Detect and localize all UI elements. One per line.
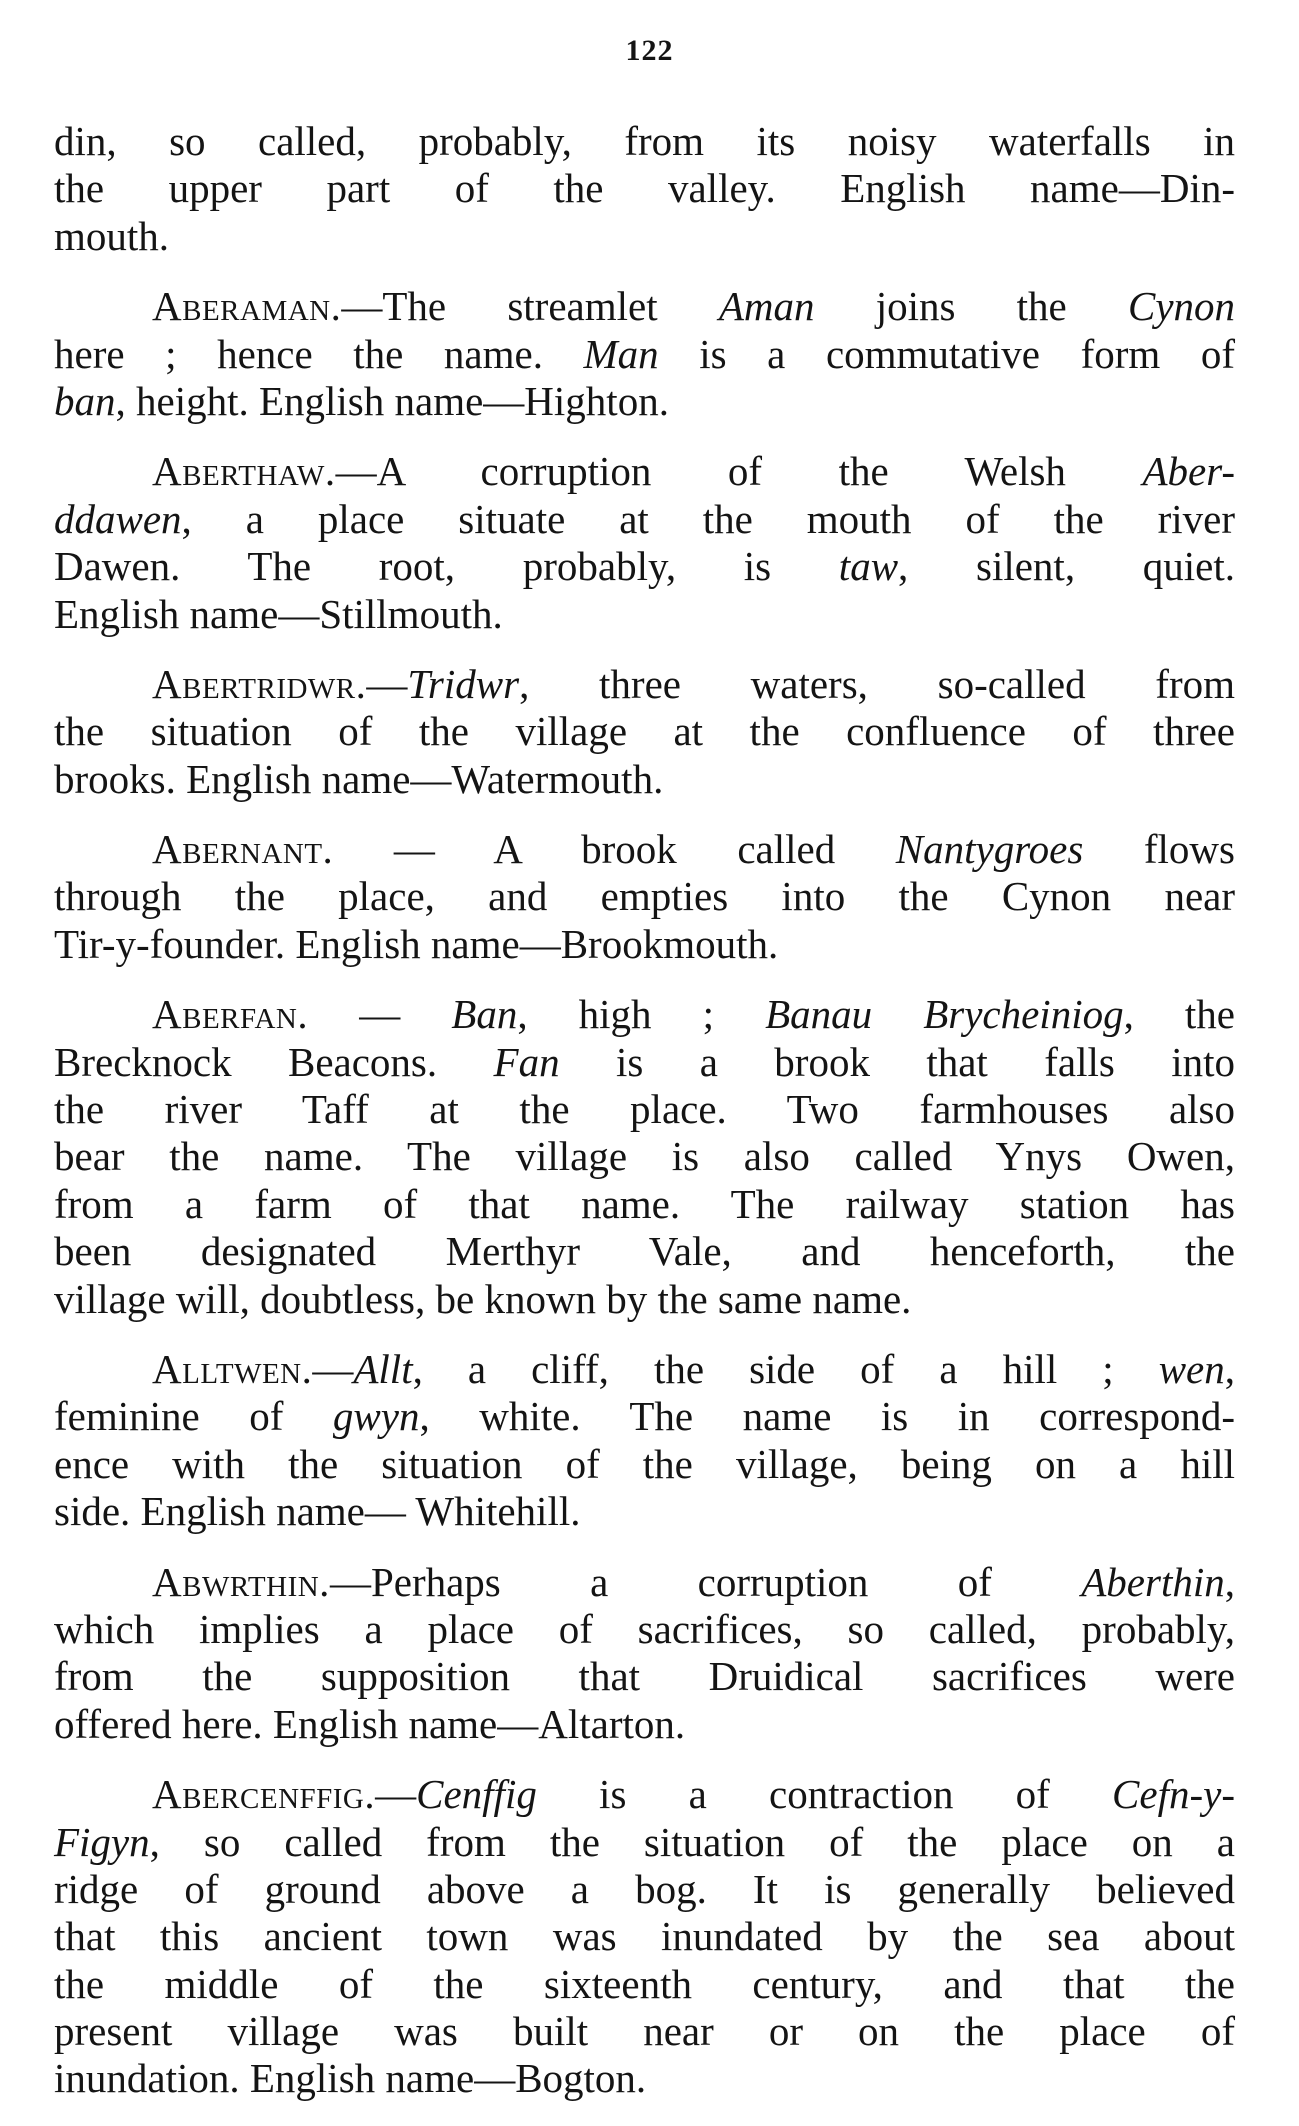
entry-headword: Aberaman. [152, 283, 342, 330]
text-line: present village was built near or on the place of [54, 2008, 1235, 2055]
text-line: Figyn, so called from the situation of the place on a [54, 1818, 1235, 1865]
text-line: brooks. English name—Watermouth. [54, 755, 664, 802]
page-number: 122 [625, 34, 674, 67]
entry-headword: Abertridwr. [152, 660, 367, 707]
text-line: Aberaman.—The streamlet Aman joins the Cynon [152, 283, 1236, 330]
italic-term: Aman [718, 283, 815, 330]
body-text [54, 118, 1235, 2126]
italic-term: wen [1158, 1345, 1225, 1392]
entry-paragraph [54, 826, 1235, 968]
text-line: Alltwen.—Allt, a cliff, the side of a hill ; wen, [152, 1345, 1235, 1392]
text-line: din, so called, probably, from its noisy waterfalls in [54, 118, 1235, 164]
italic-term: Aberthin [1081, 1558, 1225, 1605]
text-line: mouth. [54, 212, 170, 259]
italic-term: Aber- [1142, 448, 1235, 495]
italic-term: Man [583, 330, 659, 377]
text-line: side. English name— Whitehill. [54, 1488, 581, 1535]
text-line: which implies a place of sacrifices, so called, probably, [54, 1605, 1235, 1652]
text-line: ban, height. English name—Highton. [54, 377, 669, 424]
italic-term: Tridwr [407, 660, 520, 707]
text-line: English name—Stillmouth. [54, 590, 503, 637]
entry-paragraph [54, 991, 1235, 1323]
text-line: the river Taff at the place. Two farmhouses also [54, 1086, 1235, 1133]
entry-headword: Alltwen. [152, 1345, 313, 1392]
italic-term: ddawen [54, 495, 182, 542]
text-line: the upper part of the valley. English name—Din- [54, 165, 1235, 212]
text-line: through the place, and empties into the Cynon near [54, 873, 1235, 920]
text-line: Abercenffig.—Cenffig is a contraction of Cefn-y- [152, 1771, 1235, 1818]
text-line: ddawen, a place situate at the mouth of the river [54, 495, 1235, 542]
text-line: village will, doubtless, be known by the same name. [54, 1275, 912, 1322]
entry-paragraph [54, 448, 1235, 638]
text-line: Abwrthin.—Perhaps a corruption of Aberthin, [152, 1558, 1235, 1605]
italic-term: Allt [353, 1345, 413, 1392]
italic-term: ban [54, 377, 116, 424]
italic-term: Banau Brycheiniog [765, 991, 1124, 1038]
text-line: from a farm of that name. The railway station has [54, 1180, 1235, 1227]
text-line: ridge of ground above a bog. It is generally believed [54, 1865, 1235, 1912]
entry-paragraph [54, 661, 1235, 803]
text-line: offered here. English name—Altarton. [54, 1700, 686, 1747]
italic-term: gwyn [332, 1393, 420, 1440]
italic-term: Cenffig [416, 1771, 537, 1818]
entry-paragraph [54, 1346, 1235, 1536]
entry-headword: Aberthaw. [152, 448, 336, 495]
italic-term: Cynon [1127, 283, 1236, 330]
italic-term: Ban [451, 991, 518, 1038]
entry-paragraph [54, 1771, 1235, 2103]
italic-term: taw [838, 543, 899, 590]
text-line: from the supposition that Druidical sacrifices were [54, 1653, 1235, 1700]
text-line: the situation of the village at the confluence of three [54, 708, 1235, 755]
text-line: feminine of gwyn, white. The name is in correspond- [54, 1393, 1235, 1440]
entry-headword: Abwrthin. [152, 1558, 330, 1605]
italic-term: Figyn [54, 1818, 150, 1865]
text-line: bear the name. The village is also called Ynys Owen, [54, 1133, 1235, 1180]
entry-headword: Abercenffig. [152, 1771, 376, 1818]
text-line: Aberfan. — Ban, high ; Banau Brycheiniog, the [152, 991, 1236, 1038]
text-line: the middle of the sixteenth century, and that the [54, 1960, 1235, 2007]
text-line: Aberthaw.—A corruption of the Welsh Aber- [152, 448, 1235, 495]
text-line: Brecknock Beacons. Fan is a brook that falls into [54, 1038, 1235, 1085]
text-line: inundation. English name—Bogton. [54, 2055, 647, 2102]
text-line: ence with the situation of the village, being on a hill [54, 1440, 1235, 1487]
text-line: Abernant. — A brook called Nantygroes flows [152, 826, 1235, 873]
text-line: been designated Merthyr Vale, and henceforth, the [54, 1228, 1235, 1275]
entry-headword: Aberfan. [152, 991, 309, 1038]
text-line: that this ancient town was inundated by the sea about [54, 1913, 1235, 1960]
italic-term: Cefn-y- [1112, 1771, 1235, 1818]
continuation-paragraph [54, 118, 1235, 260]
text-line: Abertridwr.—Tridwr, three waters, so-called from [152, 660, 1235, 707]
text-line: here ; hence the name. Man is a commutative form of [54, 330, 1235, 377]
entry-headword: Abernant. [152, 826, 334, 873]
italic-term: Fan [493, 1038, 560, 1085]
entry-paragraph [54, 283, 1235, 425]
italic-term: Nantygroes [895, 826, 1084, 873]
text-line: Tir-y-founder. English name—Brookmouth. [54, 920, 779, 967]
text-line: Dawen. The root, probably, is taw, silent, quiet. [54, 543, 1235, 590]
entry-paragraph [54, 1559, 1235, 1749]
